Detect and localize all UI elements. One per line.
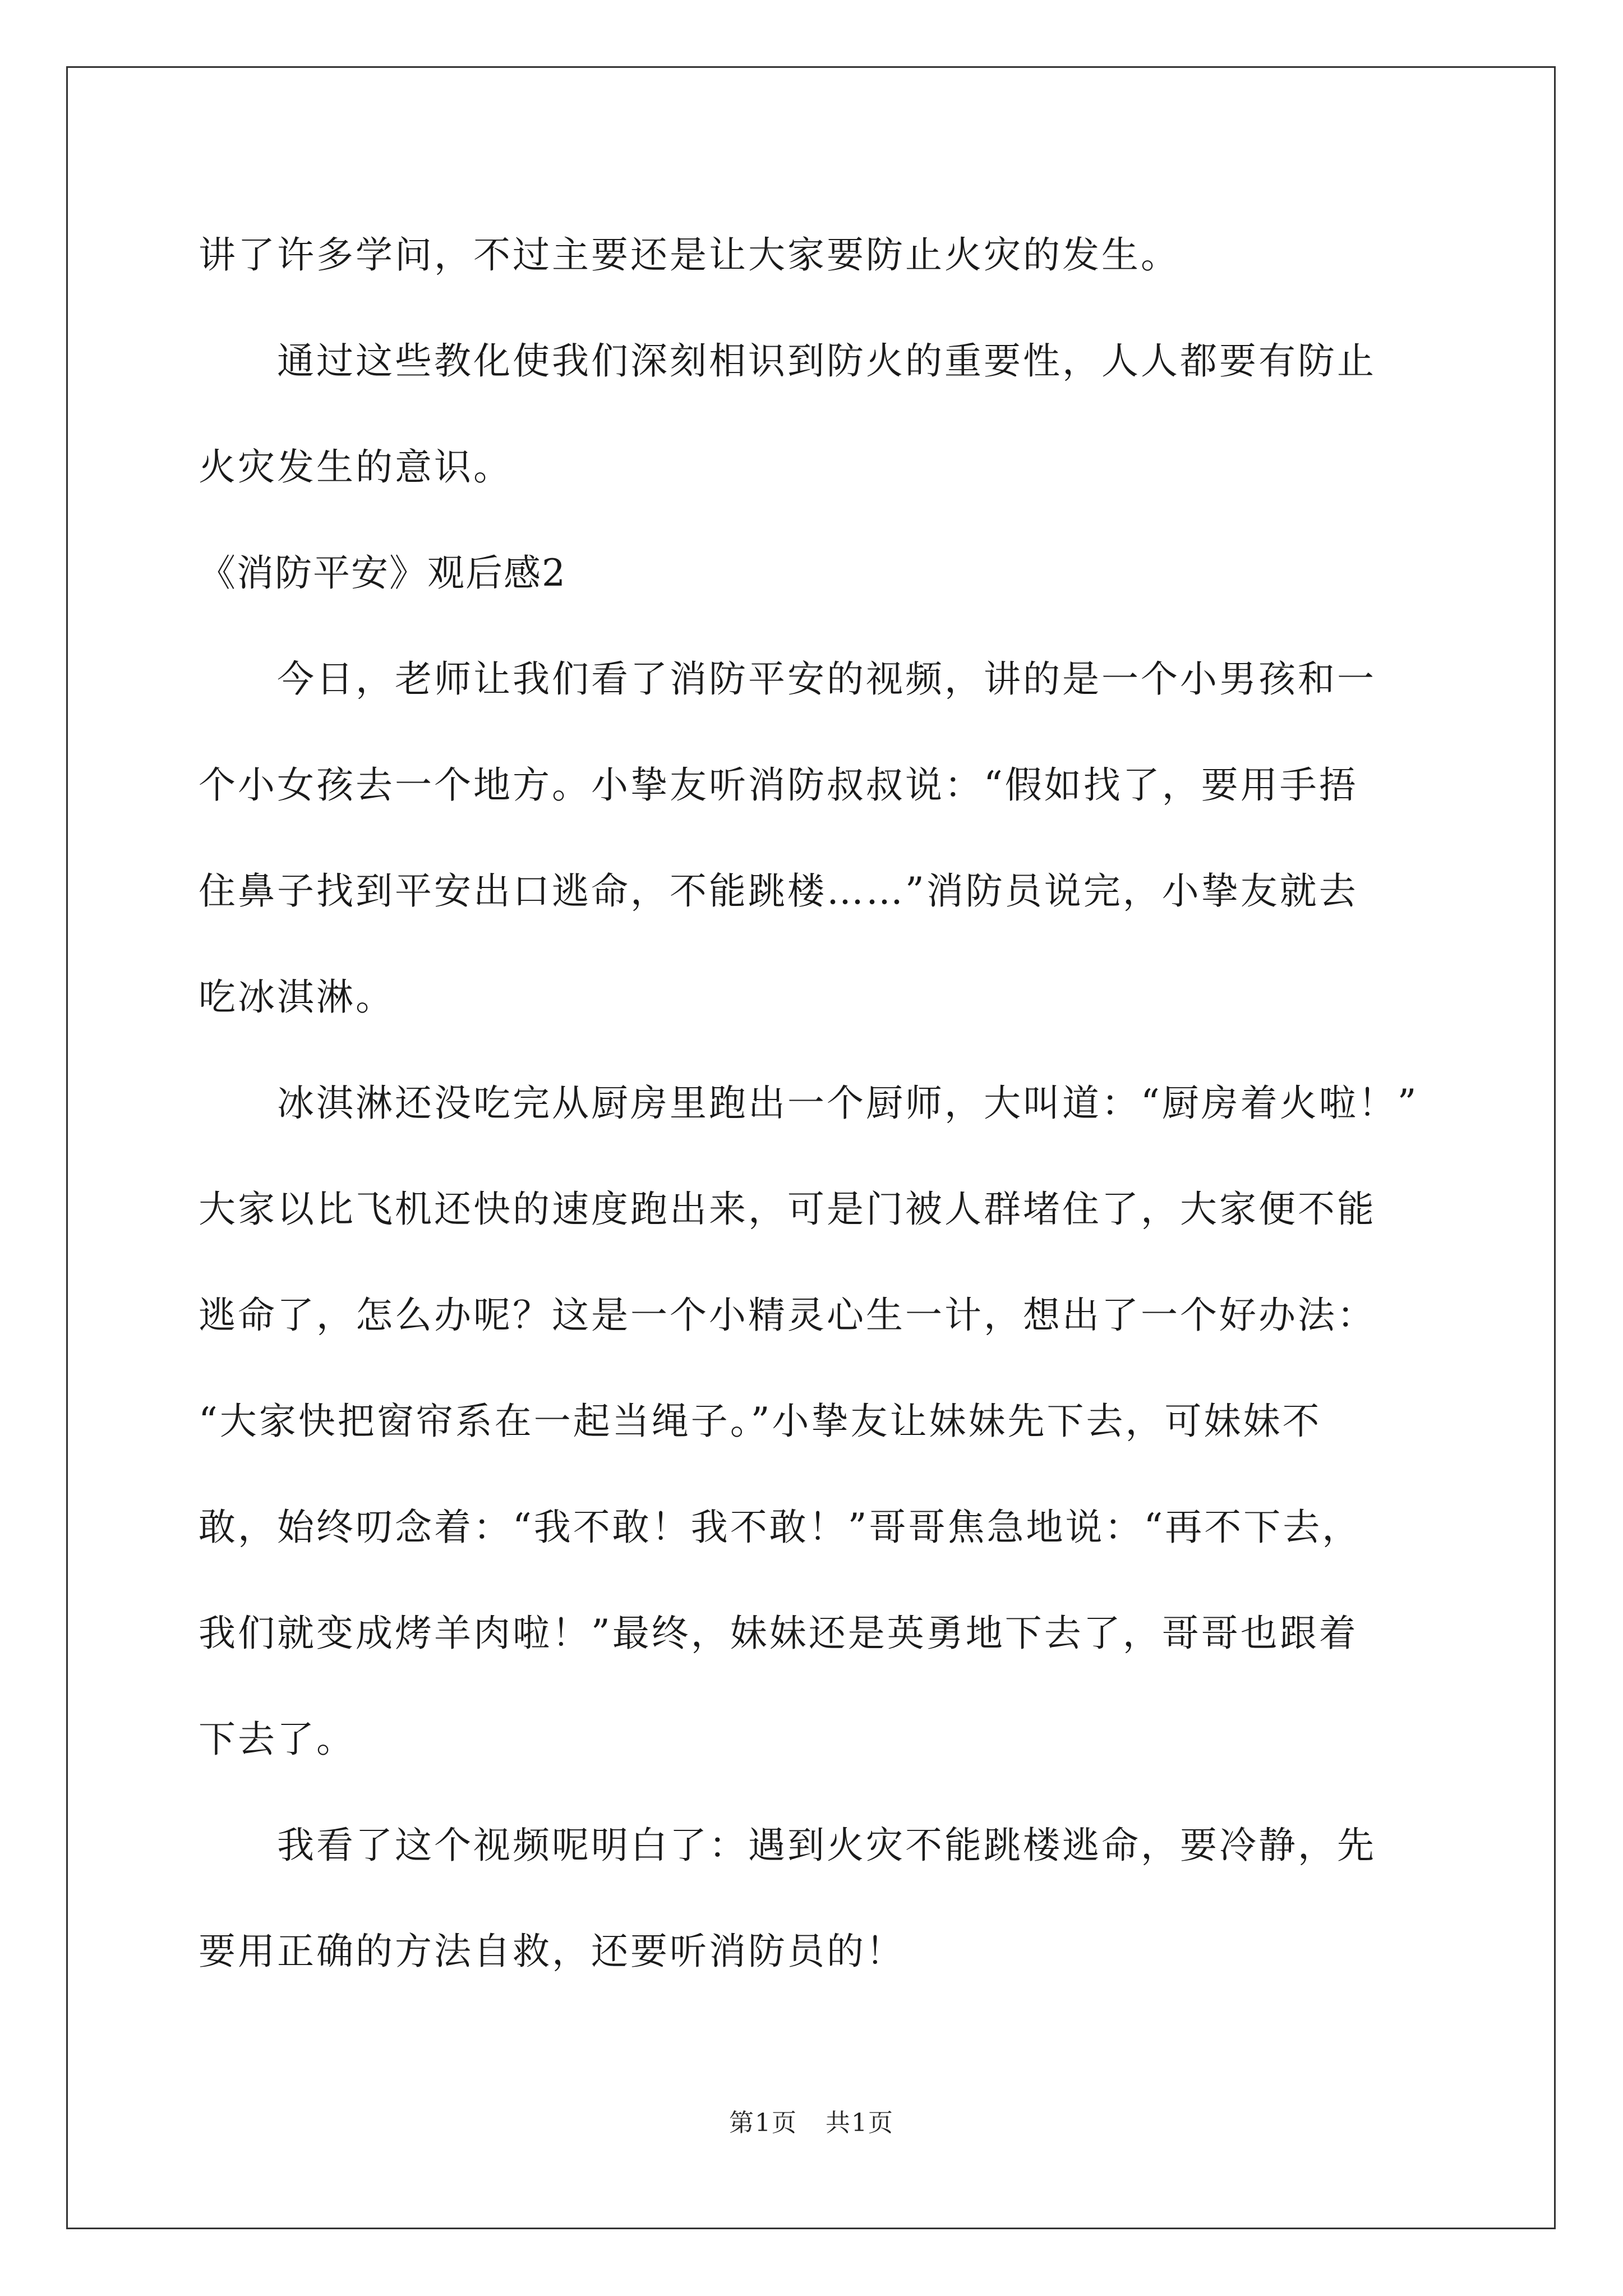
paragraph-5-line-2: 要用正确的方法自救，还要听消防员的！ xyxy=(199,1930,905,1973)
section-title: 《消防平安》观后感2 xyxy=(199,551,566,595)
paragraph-4-line-5: 敢，始终叨念着：“我不敢！我不敢！”哥哥焦急地说：“再不下去， xyxy=(199,1506,1362,1549)
paragraph-4-line-6: 我们就变成烤羊肉啦！”最终，妹妹还是英勇地下去了，哥哥也跟着 xyxy=(199,1612,1358,1655)
paragraph-4-line-1: 冰淇淋还没吃完从厨房里跑出一个厨师，大叫道：“厨房着火啦！” xyxy=(277,1082,1419,1125)
paragraph-4-line-2: 大家以比飞机还快的速度跑出来，可是门被人群堵住了，大家便不能 xyxy=(199,1188,1376,1231)
paragraph-4-line-7: 下去了。 xyxy=(199,1718,356,1761)
paragraph-3-line-2: 个小女孩去一个地方。小挚友听消防叔叔说：“假如找了，要用手捂 xyxy=(199,763,1358,807)
paragraph-3-line-4: 吃冰淇淋。 xyxy=(199,976,395,1019)
paragraph-5-line-1: 我看了这个视频呢明白了：遇到火灾不能跳楼逃命，要冷静，先 xyxy=(277,1824,1376,1867)
paragraph-4-line-4: “大家快把窗帘系在一起当绳子。”小挚友让妹妹先下去，可妹妹不 xyxy=(199,1400,1322,1443)
paragraph-3-line-3: 住鼻子找到平安出口逃命，不能跳楼……”消防员说完，小挚友就去 xyxy=(199,869,1358,913)
page-number: 第1页 xyxy=(729,2109,797,2137)
page-total: 共1页 xyxy=(826,2109,894,2137)
paragraph-3-line-1: 今日，老师让我们看了消防平安的视频，讲的是一个小男孩和一 xyxy=(277,657,1376,701)
page-footer xyxy=(0,2102,1623,2138)
paragraph-1-line-1: 讲了许多学问，不过主要还是让大家要防止火灾的发生。 xyxy=(199,233,1180,277)
paragraph-4-line-3: 逃命了，怎么办呢？这是一个小精灵心生一计，想出了一个好办法： xyxy=(199,1294,1376,1337)
paragraph-2-line-2: 火灾发生的意识。 xyxy=(199,445,513,489)
paragraph-2-line-1: 通过这些教化使我们深刻相识到防火的重要性，人人都要有防止 xyxy=(277,339,1376,383)
document-body xyxy=(199,202,1432,2004)
